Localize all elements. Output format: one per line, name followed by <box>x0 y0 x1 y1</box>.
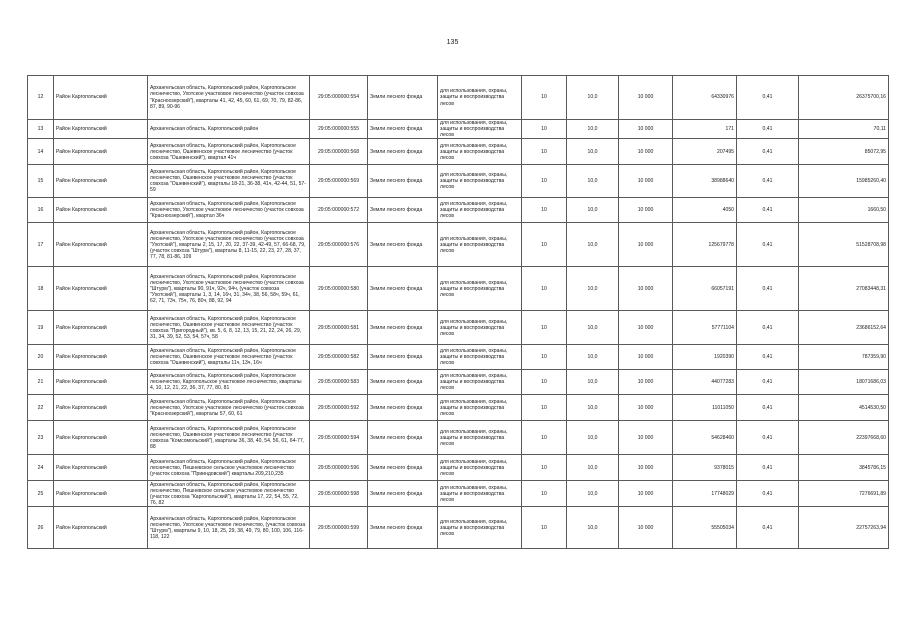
row-number: 16 <box>28 198 54 223</box>
permitted-use-cell: для использования, охраны, защиты и воспроизводства лесов <box>438 370 522 395</box>
permitted-use-cell: для использования, охраны, защиты и воспроизводства лесов <box>438 481 522 507</box>
value-2-cell: 10,0 <box>567 370 619 395</box>
district-cell: Район Каргопольский <box>54 481 148 507</box>
district-cell: Район Каргопольский <box>54 311 148 345</box>
land-category-cell: Земли лесного фонда <box>368 455 438 481</box>
value-2-cell: 10,0 <box>567 481 619 507</box>
value-2-cell: 10,0 <box>567 345 619 370</box>
cadastral-value-cell: 3845786,15 <box>799 455 889 481</box>
permitted-use-cell: для использования, охраны, защиты и воспроизводства лесов <box>438 345 522 370</box>
cadastral-value-cell: 23686152,64 <box>799 311 889 345</box>
district-cell: Район Каргопольский <box>54 421 148 455</box>
value-1-cell: 10 <box>522 507 567 549</box>
rate-cell: 0,41 <box>737 455 799 481</box>
cadastral-number-cell: 29:05:000000:554 <box>310 76 368 120</box>
cadastral-number-cell: 29:05:000000:576 <box>310 223 368 267</box>
value-3-cell: 10 000 <box>619 507 673 549</box>
cadastral-value-cell: 70,11 <box>799 120 889 139</box>
cadastral-number-cell: 29:05:000000:555 <box>310 120 368 139</box>
cadastral-number-cell: 29:05:000000:582 <box>310 345 368 370</box>
row-number: 22 <box>28 395 54 421</box>
rate-cell: 0,41 <box>737 267 799 311</box>
value-2-cell: 10,0 <box>567 267 619 311</box>
row-number: 12 <box>28 76 54 120</box>
rate-cell: 0,41 <box>737 345 799 370</box>
value-1-cell: 10 <box>522 345 567 370</box>
cadastral-value-cell: 22397668,60 <box>799 421 889 455</box>
cadastral-value-cell: 7276691,89 <box>799 481 889 507</box>
address-cell: Архангельская область, Каргопольский район, Каргопольское лесничество, Ухотское участковое лесничество (участок совхоза "Красноозерский"), кварталы 41, 42, 45, 60, 61, 69, 70, 79, 82-86, 87, 89, 90-96 <box>148 76 310 120</box>
district-cell: Район Каргопольский <box>54 345 148 370</box>
permitted-use-cell: для использования, охраны, защиты и воспроизводства лесов <box>438 139 522 165</box>
rate-cell: 0,41 <box>737 507 799 549</box>
value-1-cell: 10 <box>522 267 567 311</box>
value-3-cell: 10 000 <box>619 198 673 223</box>
value-2-cell: 10,0 <box>567 165 619 198</box>
permitted-use-cell: для использования, охраны, защиты и воспроизводства лесов <box>438 76 522 120</box>
value-1-cell: 10 <box>522 198 567 223</box>
row-number: 18 <box>28 267 54 311</box>
value-2-cell: 10,0 <box>567 421 619 455</box>
value-2-cell: 10,0 <box>567 139 619 165</box>
permitted-use-cell: для использования, охраны, защиты и воспроизводства лесов <box>438 421 522 455</box>
area-cell: 125679778 <box>673 223 737 267</box>
cadastral-value-cell: 1660,50 <box>799 198 889 223</box>
district-cell: Район Каргопольский <box>54 165 148 198</box>
district-cell: Район Каргопольский <box>54 76 148 120</box>
row-number: 23 <box>28 421 54 455</box>
cadastral-number-cell: 29:05:000000:592 <box>310 395 368 421</box>
district-cell: Район Каргопольский <box>54 455 148 481</box>
permitted-use-cell: для использования, охраны, защиты и воспроизводства лесов <box>438 311 522 345</box>
land-category-cell: Земли лесного фонда <box>368 223 438 267</box>
cadastral-number-cell: 29:05:000000:596 <box>310 455 368 481</box>
cadastral-value-cell: 27083448,31 <box>799 267 889 311</box>
value-1-cell: 10 <box>522 370 567 395</box>
value-1-cell: 10 <box>522 76 567 120</box>
value-3-cell: 10 000 <box>619 267 673 311</box>
rate-cell: 0,41 <box>737 311 799 345</box>
table-row <box>28 455 889 481</box>
district-cell: Район Каргопольский <box>54 395 148 421</box>
cadastral-number-cell: 29:05:000000:569 <box>310 165 368 198</box>
cadastral-number-cell: 29:05:000000:581 <box>310 311 368 345</box>
address-cell: Архангельская область, Каргопольский район, Каргопольское лесничество, Ухотское участковое лесничество (участок совхоза "Красноозерский"), квартал 36ч <box>148 198 310 223</box>
value-2-cell: 10,0 <box>567 76 619 120</box>
row-number: 13 <box>28 120 54 139</box>
rate-cell: 0,41 <box>737 165 799 198</box>
land-category-cell: Земли лесного фонда <box>368 198 438 223</box>
row-number: 15 <box>28 165 54 198</box>
permitted-use-cell: для использования, охраны, защиты и воспроизводства лесов <box>438 267 522 311</box>
land-category-cell: Земли лесного фонда <box>368 120 438 139</box>
value-2-cell: 10,0 <box>567 120 619 139</box>
land-category-cell: Земли лесного фонда <box>368 267 438 311</box>
district-cell: Район Каргопольский <box>54 370 148 395</box>
value-1-cell: 10 <box>522 311 567 345</box>
table-row <box>28 481 889 507</box>
address-cell: Архангельская область, Каргопольский район, Каргопольское лесничество, Ошевенское участковое лесничество (участок совхоза "Комсомольский"), кварталы 36, 38, 40, 54, 56, 61, 64-77, 88 <box>148 421 310 455</box>
area-cell: 9378015 <box>673 455 737 481</box>
permitted-use-cell: для использования, охраны, защиты и воспроизводства лесов <box>438 507 522 549</box>
address-cell: Архангельская область, Каргопольский район, Каргопольское лесничество, Пешневское сельское участковое лесничество (участок совхоза "Прииндовский") кварталы 209,210,235 <box>148 455 310 481</box>
cadastral-number-cell: 29:05:000000:599 <box>310 507 368 549</box>
land-category-cell: Земли лесного фонда <box>368 395 438 421</box>
rate-cell: 0,41 <box>737 395 799 421</box>
cadastral-number-cell: 29:05:000000:580 <box>310 267 368 311</box>
value-2-cell: 10,0 <box>567 311 619 345</box>
district-cell: Район Каргопольский <box>54 198 148 223</box>
cadastral-value-cell: 787359,90 <box>799 345 889 370</box>
table-row <box>28 267 889 311</box>
table-row <box>28 421 889 455</box>
area-cell: 44077283 <box>673 370 737 395</box>
rate-cell: 0,41 <box>737 481 799 507</box>
value-3-cell: 10 000 <box>619 165 673 198</box>
permitted-use-cell: для использования, охраны, защиты и воспроизводства лесов <box>438 198 522 223</box>
rate-cell: 0,41 <box>737 76 799 120</box>
district-cell: Район Каргопольский <box>54 267 148 311</box>
value-2-cell: 10,0 <box>567 455 619 481</box>
land-category-cell: Земли лесного фонда <box>368 481 438 507</box>
cadastral-number-cell: 29:05:000000:568 <box>310 139 368 165</box>
rate-cell: 0,41 <box>737 223 799 267</box>
value-1-cell: 10 <box>522 139 567 165</box>
address-cell: Архангельская область, Каргопольский район, Каргопольское лесничество, Ошевенское участковое лесничество (участок совхоза "Ошевенский"), квартал 41ч <box>148 139 310 165</box>
table-body <box>28 76 889 549</box>
value-3-cell: 10 000 <box>619 223 673 267</box>
table-row <box>28 370 889 395</box>
land-category-cell: Земли лесного фонда <box>368 421 438 455</box>
land-category-cell: Земли лесного фонда <box>368 139 438 165</box>
area-cell: 4050 <box>673 198 737 223</box>
land-category-cell: Земли лесного фонда <box>368 311 438 345</box>
table-row <box>28 76 889 120</box>
address-cell: Архангельская область, Каргопольский район, Каргопольское лесничество, Ухотское участковое лесничество (участок совхоза "Штурм"), кварталы 90, 91ч, 92ч, 94ч, (участок совхоза "Ухотский"), кварталы 1, 3, 14, 16ч, 31, 34ч, 38, 56, 58ч, 59ч, 61, 62, 71, 73ч, 75ч, 76, 80ч, 88, 92, 94 <box>148 267 310 311</box>
rate-cell: 0,41 <box>737 370 799 395</box>
address-cell: Архангельская область, Каргопольский район <box>148 120 310 139</box>
value-1-cell: 10 <box>522 165 567 198</box>
address-cell: Архангельская область, Каргопольский район, Каргопольское лесничество, Каргопольское участковое лесничество, кварталы 4, 10, 12, 21, 22, 36, 37, 77, 80, 81 <box>148 370 310 395</box>
address-cell: Архангельская область, Каргопольский район, Каргопольское лесничество, Ошевенское участковое лесничество (участок совхоза "Ошевенский"), кварталы 11ч, 13ч, 16ч <box>148 345 310 370</box>
row-number: 17 <box>28 223 54 267</box>
permitted-use-cell: для использования, охраны, защиты и воспроизводства лесов <box>438 165 522 198</box>
area-cell: 171 <box>673 120 737 139</box>
row-number: 25 <box>28 481 54 507</box>
cadastral-number-cell: 29:05:000000:583 <box>310 370 368 395</box>
value-3-cell: 10 000 <box>619 370 673 395</box>
cadastral-number-cell: 29:05:000000:598 <box>310 481 368 507</box>
land-category-cell: Земли лесного фонда <box>368 370 438 395</box>
land-category-cell: Земли лесного фонда <box>368 76 438 120</box>
permitted-use-cell: для использования, охраны, защиты и воспроизводства лесов <box>438 455 522 481</box>
table-row <box>28 139 889 165</box>
cadastral-value-cell: 51528708,98 <box>799 223 889 267</box>
rate-cell: 0,41 <box>737 120 799 139</box>
value-2-cell: 10,0 <box>567 507 619 549</box>
value-1-cell: 10 <box>522 395 567 421</box>
area-cell: 57771104 <box>673 311 737 345</box>
table-row <box>28 395 889 421</box>
rate-cell: 0,41 <box>737 421 799 455</box>
land-category-cell: Земли лесного фонда <box>368 345 438 370</box>
value-3-cell: 10 000 <box>619 395 673 421</box>
value-1-cell: 10 <box>522 455 567 481</box>
row-number: 19 <box>28 311 54 345</box>
value-3-cell: 10 000 <box>619 345 673 370</box>
value-3-cell: 10 000 <box>619 481 673 507</box>
area-cell: 64330976 <box>673 76 737 120</box>
rate-cell: 0,41 <box>737 198 799 223</box>
value-1-cell: 10 <box>522 421 567 455</box>
address-cell: Архангельская область, Каргопольский район, Каргопольское лесничество, Ошевенское участковое лесничество (участок совхоза "Ошевенский"), кварталы 18-21, 36-38, 41ч, 42-44, 51, 57-59 <box>148 165 310 198</box>
land-category-cell: Земли лесного фонда <box>368 165 438 198</box>
table-row <box>28 120 889 139</box>
cadastral-value-cell: 18071686,03 <box>799 370 889 395</box>
table-row <box>28 223 889 267</box>
cadastral-value-cell: 4514530,50 <box>799 395 889 421</box>
land-category-cell: Земли лесного фонда <box>368 507 438 549</box>
value-3-cell: 10 000 <box>619 421 673 455</box>
value-3-cell: 10 000 <box>619 76 673 120</box>
address-cell: Архангельская область, Каргопольский район, Каргопольское лесничество, Ошевенское участковое лесничество (участок совхоза "Пригородный"), кв. 5, 6, 8, 12, 13, 15, 21, 22, 24, 26, 29, 31, 34, 39, 52, 53, 54, 57ч, 58 <box>148 311 310 345</box>
land-plots-table <box>27 75 889 549</box>
address-cell: Архангельская область, Каргопольский район, Каргопольское лесничество, Пешневское сельское участковое лесничество (участок совхоза "Каргопольский"), кварталы 17, 22, 54, 55, 72, 76, 82 <box>148 481 310 507</box>
table-row <box>28 165 889 198</box>
row-number: 14 <box>28 139 54 165</box>
permitted-use-cell: для использования, охраны, защиты и воспроизводства лесов <box>438 120 522 139</box>
cadastral-value-cell: 26375700,16 <box>799 76 889 120</box>
area-cell: 66057191 <box>673 267 737 311</box>
value-2-cell: 10,0 <box>567 223 619 267</box>
permitted-use-cell: для использования, охраны, защиты и воспроизводства лесов <box>438 223 522 267</box>
value-1-cell: 10 <box>522 223 567 267</box>
row-number: 20 <box>28 345 54 370</box>
row-number: 26 <box>28 507 54 549</box>
page-number: 135 <box>446 39 459 46</box>
rate-cell: 0,41 <box>737 139 799 165</box>
address-cell: Архангельская область, Каргопольский район, Каргопольское лесничество, Ухотское участковое лесничество (участок совхоза "Ухотский"), кварталы 2, 15, 17, 20, 22, 37-39, 42-49, 57, 66-68, 79, (участок совхоза "Штурм"), кварталы 8, 11-15, 22, 23, 27, 28, 37, 77, 78, 81-86, 109 <box>148 223 310 267</box>
row-number: 21 <box>28 370 54 395</box>
address-cell: Архангельская область, Каргопольский район, Каргопольское лесничество, Ухотское участковое лесничество (участок совхоза "Красноозерский"), кварталы 57, 60, 61 <box>148 395 310 421</box>
value-2-cell: 10,0 <box>567 198 619 223</box>
area-cell: 207495 <box>673 139 737 165</box>
permitted-use-cell: для использования, охраны, защиты и воспроизводства лесов <box>438 395 522 421</box>
area-cell: 1920390 <box>673 345 737 370</box>
table-row <box>28 507 889 549</box>
district-cell: Район Каргопольский <box>54 120 148 139</box>
district-cell: Район Каргопольский <box>54 223 148 267</box>
value-2-cell: 10,0 <box>567 395 619 421</box>
table-row <box>28 345 889 370</box>
value-3-cell: 10 000 <box>619 139 673 165</box>
address-cell: Архангельская область, Каргопольский район, Каргопольское лесничество, Ухотское участковое лесничество, (участок совхоза "Штурм"), кварталы 9, 10, 18, 25, 29, 38, 49, 79, 80, 100, 106, 116-118, 122 <box>148 507 310 549</box>
cadastral-value-cell: 85072,95 <box>799 139 889 165</box>
value-1-cell: 10 <box>522 481 567 507</box>
district-cell: Район Каргопольский <box>54 507 148 549</box>
area-cell: 38988640 <box>673 165 737 198</box>
area-cell: 11011050 <box>673 395 737 421</box>
district-cell: Район Каргопольский <box>54 139 148 165</box>
row-number: 24 <box>28 455 54 481</box>
cadastral-number-cell: 29:05:000000:572 <box>310 198 368 223</box>
table-row <box>28 198 889 223</box>
value-3-cell: 10 000 <box>619 455 673 481</box>
table-row <box>28 311 889 345</box>
area-cell: 54628460 <box>673 421 737 455</box>
area-cell: 17748029 <box>673 481 737 507</box>
value-3-cell: 10 000 <box>619 311 673 345</box>
cadastral-number-cell: 29:05:000000:594 <box>310 421 368 455</box>
area-cell: 55505034 <box>673 507 737 549</box>
value-3-cell: 10 000 <box>619 120 673 139</box>
cadastral-value-cell: 22757263,94 <box>799 507 889 549</box>
cadastral-value-cell: 15985260,40 <box>799 165 889 198</box>
value-1-cell: 10 <box>522 120 567 139</box>
